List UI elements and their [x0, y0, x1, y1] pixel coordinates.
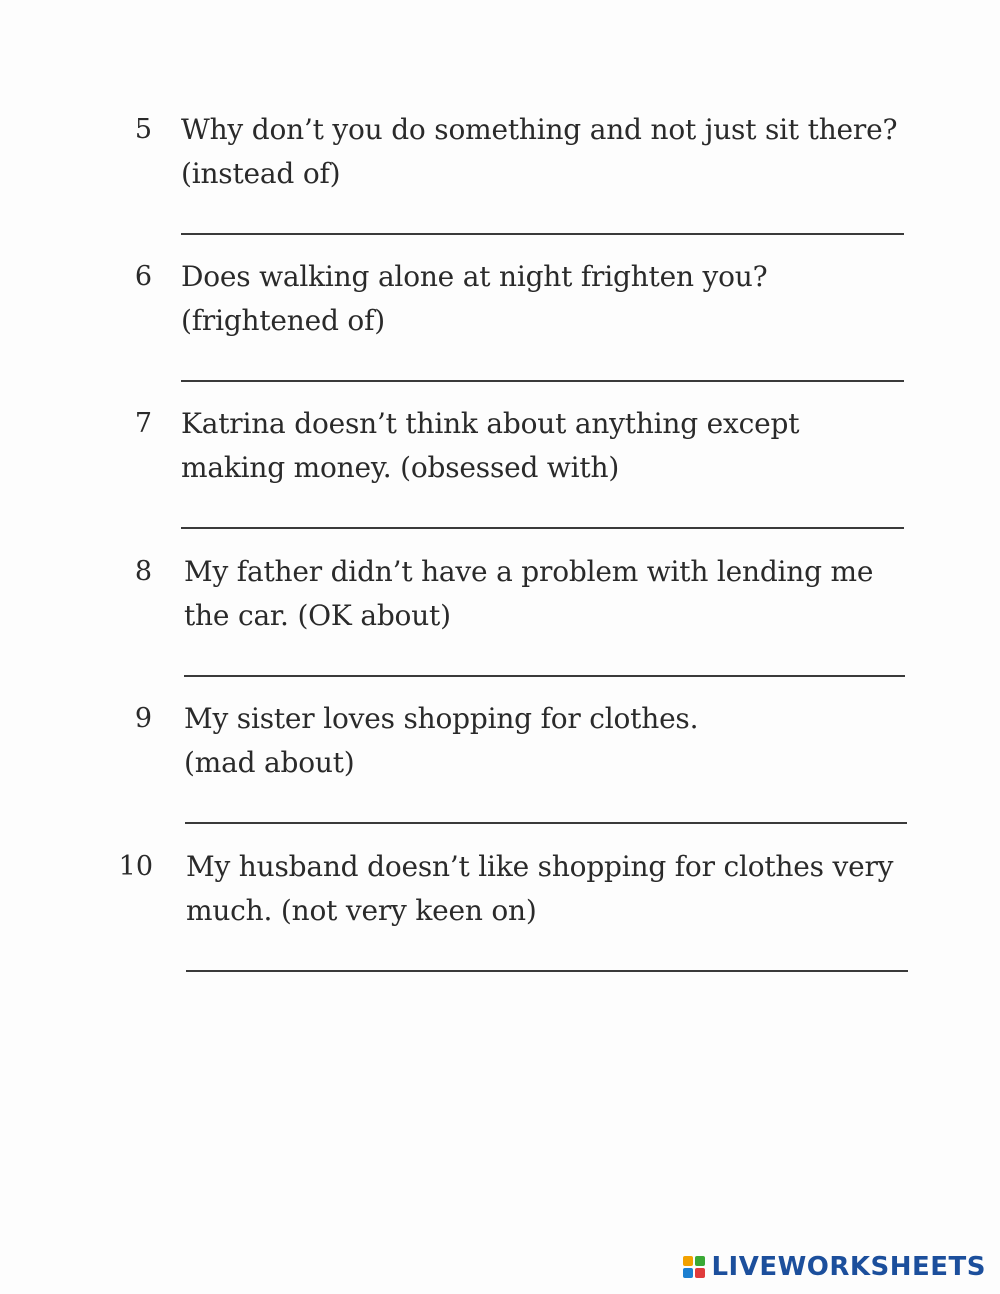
item-prompt	[184, 697, 924, 785]
logo-square-4	[695, 1268, 705, 1278]
answer-line[interactable]	[184, 675, 905, 677]
liveworksheets-logo[interactable]	[683, 1252, 986, 1282]
item-prompt	[186, 845, 926, 933]
prompt-line-2: (instead of)	[181, 157, 341, 190]
prompt-line-1: Katrina doesn’t think about anything except	[181, 407, 800, 440]
prompt-line-1: My father didn’t have a problem with lending me	[184, 555, 874, 588]
item-number: 6	[134, 261, 152, 292]
item-prompt	[181, 402, 921, 490]
logo-square-2	[695, 1256, 705, 1266]
answer-line[interactable]	[181, 527, 904, 529]
prompt-line-1: Does walking alone at night frighten you?	[181, 260, 768, 293]
logo-square-1	[683, 1256, 693, 1266]
item-number: 8	[134, 556, 152, 587]
prompt-line-2: making money. (obsessed with)	[181, 451, 620, 484]
answer-line[interactable]	[181, 380, 904, 382]
prompt-line-2: (frightened of)	[181, 304, 385, 337]
prompt-line-2: the car. (OK about)	[184, 599, 451, 632]
prompt-line-2: much. (not very keen on)	[186, 894, 537, 927]
item-number: 7	[134, 408, 152, 439]
item-prompt	[181, 255, 921, 343]
liveworksheets-logo-icon	[683, 1256, 705, 1278]
logo-square-3	[683, 1268, 693, 1278]
item-number: 9	[134, 703, 152, 734]
answer-line[interactable]	[186, 970, 908, 972]
item-number: 10	[118, 851, 153, 882]
prompt-line-1: My sister loves shopping for clothes.	[184, 702, 699, 735]
prompt-line-1: Why don’t you do something and not just sit there?	[181, 113, 898, 146]
prompt-line-2: (mad about)	[184, 746, 355, 779]
item-prompt	[184, 550, 924, 638]
item-prompt	[181, 108, 921, 196]
answer-line[interactable]	[185, 822, 907, 824]
answer-line[interactable]	[181, 233, 904, 235]
prompt-line-1: My husband doesn’t like shopping for clothes very	[186, 850, 894, 883]
logo-text: LIVEWORKSHEETS	[711, 1252, 986, 1282]
item-number: 5	[134, 114, 152, 145]
